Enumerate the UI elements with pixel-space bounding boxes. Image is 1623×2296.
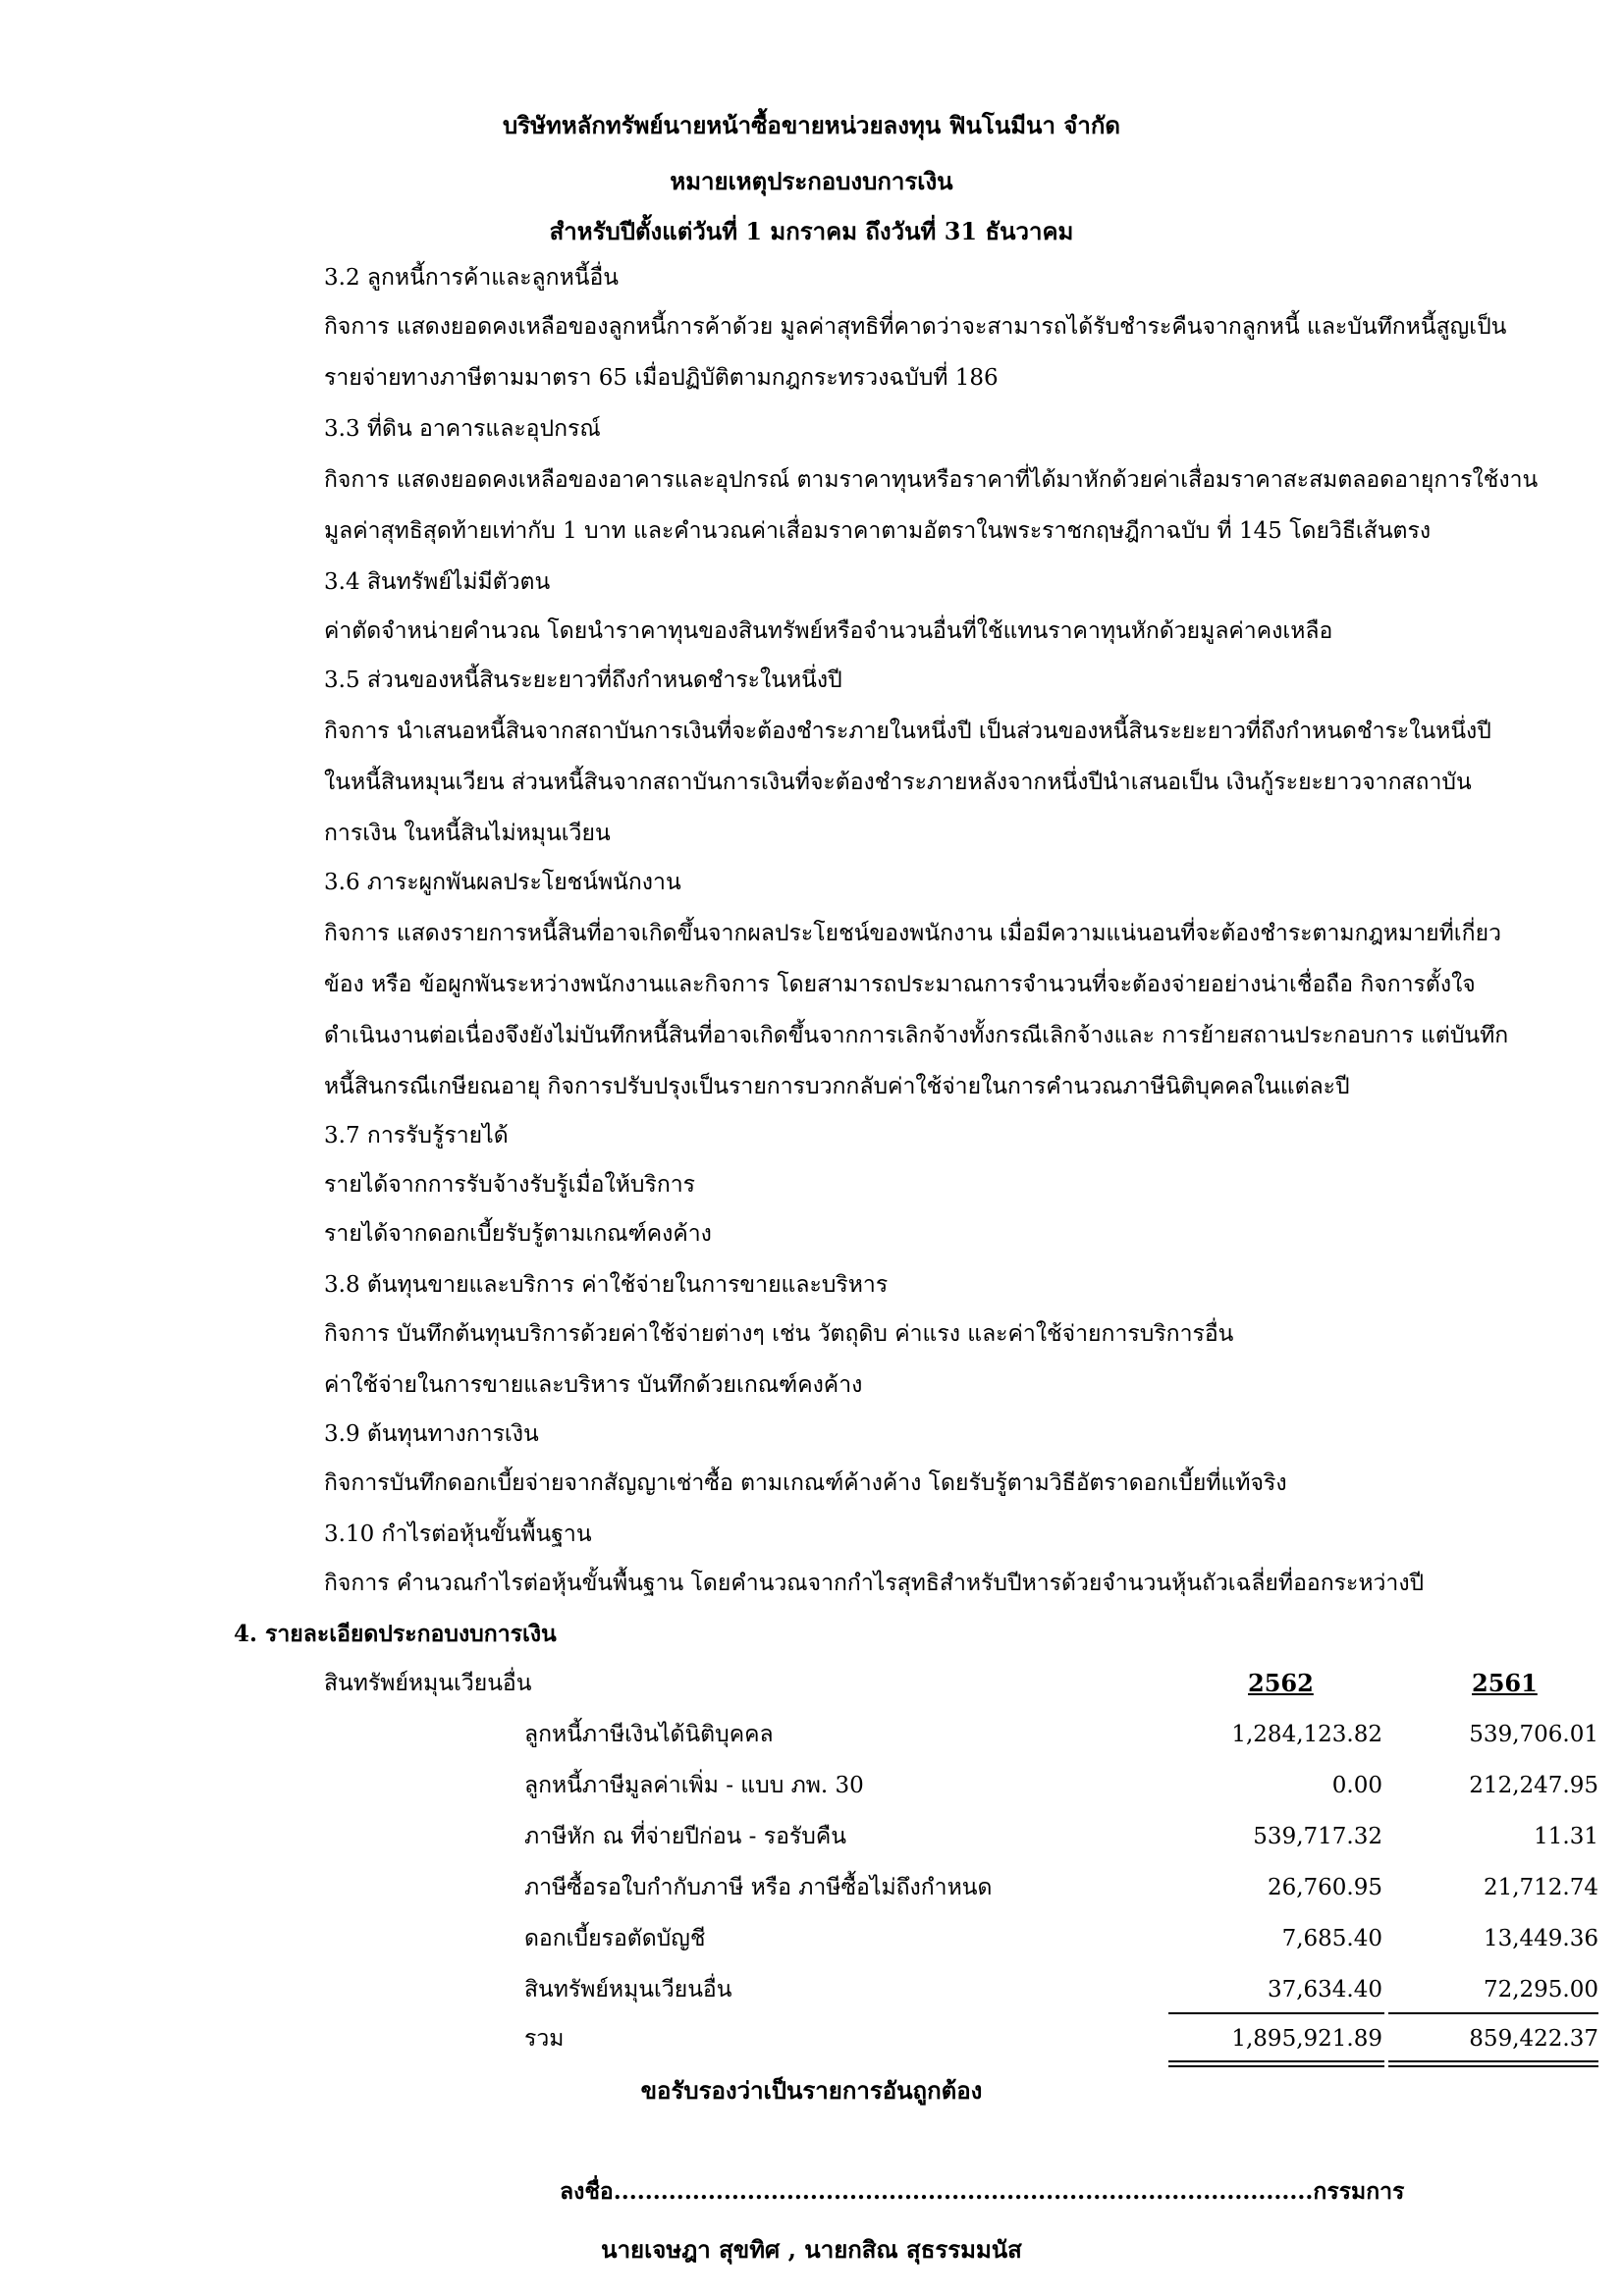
row-label: ดอกเบี้ยรอตัดบัญชี — [524, 1926, 706, 1951]
row-label: ภาษีซื้อรอใบกำกับภาษี หรือ ภาษีซื้อไม่ถึงกำหนด — [524, 1875, 993, 1900]
reporting-period: สำหรับปีตั้งแต่วันที่ 1 มกราคม ถึงวันที่ 31 ธันวาคม — [549, 217, 1074, 245]
policy-heading: 3.5 ส่วนของหนี้สินระยะยาวที่ถึงกำหนดชำระในหนึ่งปี — [324, 667, 842, 693]
policy-heading: 3.2 ลูกหนี้การค้าและลูกหนี้อื่น — [324, 265, 619, 291]
policy-text: ในหนี้สินหมุนเวียน ส่วนหนี้สินจากสถาบันการเงินที่จะต้องชำระภายหลังจากหนึ่งปีนำเสนอเป็น เงินกู้ระยะยาวจากสถาบัน — [324, 770, 1472, 795]
policy-heading: 3.10 กำไรต่อหุ้นขั้นพื้นฐาน — [324, 1522, 592, 1547]
policy-heading: 3.3 ที่ดิน อาคารและอุปกรณ์ — [324, 416, 601, 442]
policy-text: กิจการ แสดงยอดคงเหลือของอาคารและอุปกรณ์ ตามราคาทุนหรือราคาที่ได้มาหักด้วยค่าเสื่อมราคาสะสมตลอดอายุการใช้งาน — [324, 467, 1539, 493]
row-value-2562: 0.00 — [1331, 1773, 1382, 1798]
total-label: รวม — [524, 2026, 565, 2052]
policy-text: รายได้จากดอกเบี้ยรับรู้ตามเกณฑ์คงค้าง — [324, 1221, 712, 1247]
total-value-2561: 859,422.37 — [1469, 2026, 1598, 2052]
year-column-2562: 2562 — [1248, 1669, 1314, 1697]
policy-text: รายได้จากการรับจ้างรับรู้เมื่อให้บริการ — [324, 1172, 696, 1198]
row-value-2562: 539,717.32 — [1253, 1824, 1382, 1849]
row-value-2562: 7,685.40 — [1281, 1926, 1382, 1951]
policy-text: ดำเนินงานต่อเนื่องจึงยังไม่บันทึกหนี้สินที่อาจเกิดขึ้นจากการเลิกจ้างทั้งกรณีเลิกจ้างและ การย้ายสถานประกอบการ แต่บันทึก — [324, 1023, 1509, 1048]
policy-text: ค่าใช้จ่ายในการขายและบริหาร บันทึกด้วยเกณฑ์คงค้าง — [324, 1372, 863, 1398]
certification-statement: ขอรับรองว่าเป็นรายการอันถูกต้อง — [640, 2076, 983, 2105]
signature-line: ลงชื่อ.........................................................................................กรรมการ — [560, 2178, 1405, 2205]
total-double-rule-2562 — [1168, 2060, 1384, 2067]
row-label: ลูกหนี้ภาษีเงินได้นิติบุคคล — [524, 1722, 774, 1747]
signatory-names: นายเจษฎา สุขทิศ , นายกสิณ สุธรรมมนัส — [601, 2235, 1022, 2264]
row-value-2562: 1,284,123.82 — [1231, 1722, 1382, 1747]
table-title: สินทรัพย์หมุนเวียนอื่น — [324, 1671, 532, 1696]
row-value-2561: 11.31 — [1534, 1824, 1598, 1849]
policy-text: กิจการ แสดงยอดคงเหลือของลูกหนี้การค้าด้วย มูลค่าสุทธิที่คาดว่าจะสามารถได้รับชำระคืนจากลูกหนี้ และบันทึกหนี้สูญเป็น — [324, 314, 1507, 340]
subtotal-rule-2561 — [1388, 2012, 1598, 2014]
policy-heading: 3.8 ต้นทุนขายและบริการ ค่าใช้จ่ายในการขายและบริหาร — [324, 1272, 889, 1298]
row-label: ลูกหนี้ภาษีมูลค่าเพิ่ม - แบบ ภพ. 30 — [524, 1773, 864, 1798]
policy-heading: 3.4 สินทรัพย์ไม่มีตัวตน — [324, 569, 551, 595]
row-label: ภาษีหัก ณ ที่จ่ายปีก่อน - รอรับคืน — [524, 1824, 846, 1849]
policy-text: กิจการ บันทึกต้นทุนบริการด้วยค่าใช้จ่ายต่างๆ เช่น วัตถุดิบ ค่าแรง และค่าใช้จ่ายการบริการอื่น — [324, 1321, 1234, 1347]
policy-text: ค่าตัดจำหน่ายคำนวณ โดยนำราคาทุนของสินทรัพย์หรือจำนวนอื่นที่ใช้แทนราคาทุนหักด้วยมูลค่าคงเหลือ — [324, 618, 1333, 644]
year-column-2561: 2561 — [1472, 1669, 1538, 1697]
document-subtitle: หมายเหตุประกอบงบการเงิน — [670, 167, 953, 195]
total-double-rule-2561 — [1388, 2060, 1598, 2067]
row-value-2561: 539,706.01 — [1469, 1722, 1598, 1747]
row-value-2561: 13,449.36 — [1483, 1926, 1598, 1951]
policy-text: รายจ่ายทางภาษีตามมาตรา 65 เมื่อปฏิบัติตามกฎกระทรวงฉบับที่ 186 — [324, 365, 999, 391]
policy-text: กิจการ คำนวณกำไรต่อหุ้นขั้นพื้นฐาน โดยคำนวณจากกำไรสุทธิสำหรับปีหารด้วยจำนวนหุ้นถัวเฉลี่ยที่ออกระหว่างปี — [324, 1571, 1425, 1596]
total-value-2562: 1,895,921.89 — [1231, 2026, 1382, 2052]
policy-text: กิจการบันทึกดอกเบี้ยจ่ายจากสัญญาเช่าซื้อ ตามเกณฑ์ค้างค้าง โดยรับรู้ตามวิธีอัตราดอกเบี้ยที่แท้จริง — [324, 1470, 1287, 1496]
policy-text: มูลค่าสุทธิสุดท้ายเท่ากับ 1 บาท และคำนวณค่าเสื่อมราคาตามอัตราในพระราชกฤษฎีกาฉบับ ที่ 145 โดยวิธีเส้นตรง — [324, 518, 1432, 544]
company-name: บริษัทหลักทรัพย์นายหน้าซื้อขายหน่วยลงทุน ฟินโนมีนา จำกัด — [503, 111, 1120, 139]
policy-text: หนี้สินกรณีเกษียณอายุ กิจการปรับปรุงเป็นรายการบวกกลับค่าใช้จ่ายในการคำนวณภาษีนิติบุคคลในแต่ละปี — [324, 1074, 1350, 1099]
section-4-title: 4. รายละเอียดประกอบงบการเงิน — [234, 1621, 557, 1647]
row-value-2562: 37,634.40 — [1267, 1977, 1382, 2002]
policy-heading: 3.9 ต้นทุนทางการเงิน — [324, 1421, 539, 1447]
row-value-2561: 212,247.95 — [1469, 1773, 1598, 1798]
policy-heading: 3.6 ภาระผูกพันผลประโยชน์พนักงาน — [324, 870, 681, 895]
row-label: สินทรัพย์หมุนเวียนอื่น — [524, 1977, 732, 2002]
row-value-2561: 21,712.74 — [1483, 1875, 1598, 1900]
policy-text: กิจการ แสดงรายการหนี้สินที่อาจเกิดขึ้นจากผลประโยชน์ของพนักงาน เมื่อมีความแน่นอนที่จะต้องชำระตามกฎหมายที่เกี่ยว — [324, 921, 1501, 946]
row-value-2562: 26,760.95 — [1267, 1875, 1382, 1900]
subtotal-rule-2562 — [1168, 2012, 1384, 2014]
policy-text: ข้อง หรือ ข้อผูกพันระหว่างพนักงานและกิจการ โดยสามารถประมาณการจำนวนที่จะต้องจ่ายอย่างน่าเชื่อถือ กิจการตั้งใจ — [324, 972, 1476, 997]
row-value-2561: 72,295.00 — [1483, 1977, 1598, 2002]
policy-heading: 3.7 การรับรู้รายได้ — [324, 1123, 509, 1148]
policy-text: การเงิน ในหนี้สินไม่หมุนเวียน — [324, 821, 611, 846]
policy-text: กิจการ นำเสนอหนี้สินจากสถาบันการเงินที่จะต้องชำระภายในหนึ่งปี เป็นส่วนของหนี้สินระยะยาวที่ถึงกำหนดชำระในหนึ่งปี — [324, 719, 1491, 744]
